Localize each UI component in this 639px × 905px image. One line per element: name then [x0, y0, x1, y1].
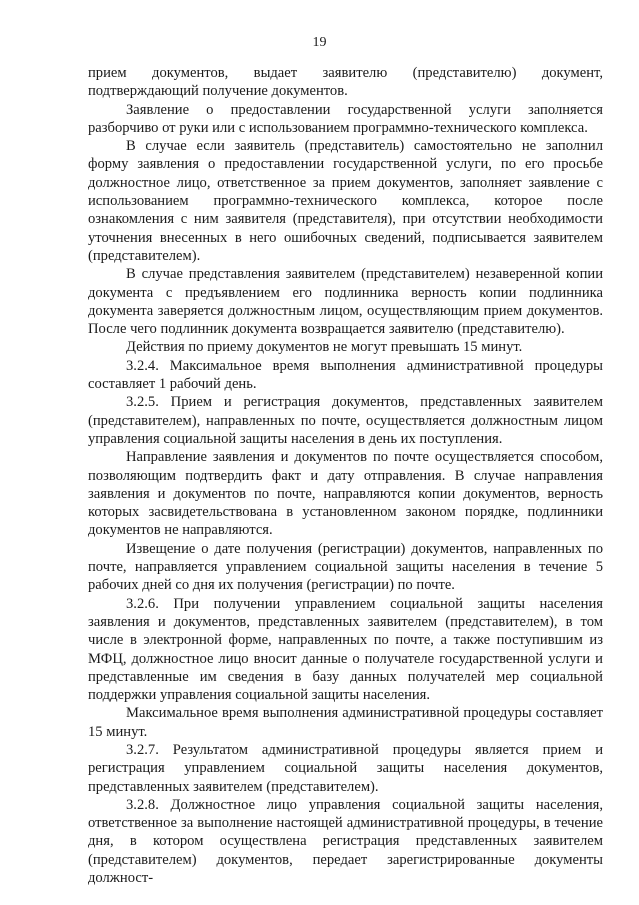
page-number: 19 — [312, 35, 327, 50]
paragraph: Заявление о предоставлении государственной услуги заполняется разборчиво от руки или с использованием программно-технического комплекса. — [88, 101, 603, 136]
paragraph: Направление заявления и документов по почте осуществляется способом, позволяющим подтвердить факт и дату отправления. В случае направления заявления и документов по почте, направляются копии документов, верность которых засвидетельствована в установленном законом порядке, подлинники документов не направляются. — [88, 449, 603, 539]
paragraph: 3.2.6. При получении управлением социальной защиты населения заявления и документов, представленных заявителем (представителем), в том числе в электронной форме, направленных по почте, а также поступившим из МФЦ, должностное лицо вносит данные о получателе государственной услуги и представленные им сведения в базу данных получателей мер социальной поддержки управления социальной защиты населения. — [88, 595, 603, 704]
paragraph: 3.2.5. Прием и регистрация документов, представленных заявителем (представителем), направленных по почте, осуществляется должностным лицом управления социальной защиты населения в день их поступления. — [88, 394, 603, 447]
paragraph: В случае если заявитель (представитель) самостоятельно не заполнил форму заявления о предоставлении государственной услуги, по его просьбе должностное лицо, ответственное за прием документов, заполняет заявление с использованием программно-технического комплекса, которое после ознакомления с ним заявителя (представителя), при отсутствии необходимости уточнения внесенных в него ошибочных сведений, подписывается заявителем (представителем). — [88, 138, 603, 264]
paragraph: Извещение о дате получения (регистрации) документов, направленных по почте, направляется управлением социальной защиты населения в течение 5 рабочих дней со дня их получения (регистрации) по почте. — [88, 540, 603, 594]
paragraph: 3.2.4. Максимальное время выполнения административной процедуры составляет 1 рабочий день. — [88, 357, 603, 393]
paragraph: Максимальное время выполнения административной процедуры составляет 15 минут. — [88, 705, 603, 740]
paragraph: 3.2.8. Должностное лицо управления социальной защиты населения, ответственное за выполнение настоящей административной процедуры, в течение дня, в котором осуществлена регистрация представленных заявителем (представителем) документов, передает зарегистрированные документы должност- — [88, 796, 603, 887]
paragraph: В случае представления заявителем (представителем) незаверенной копии документа с предъявлением его подлинника верность копии подлинника документа заверяется должностным лицом, осуществляющим прием документов. После чего подлинник документа возвращается заявителю (представителю). — [88, 266, 603, 338]
paragraph: прием документов, выдает заявителю (представителю) документ, подтверждающий получение документов. — [88, 65, 603, 100]
paragraph: 3.2.7. Результатом административной процедуры является прием и регистрация управлением социальной защиты населения документов, представленных заявителем (представителем). — [88, 741, 603, 795]
paragraph: Действия по приему документов не могут превышать 15 минут. — [126, 339, 523, 356]
document-body — [88, 64, 603, 887]
